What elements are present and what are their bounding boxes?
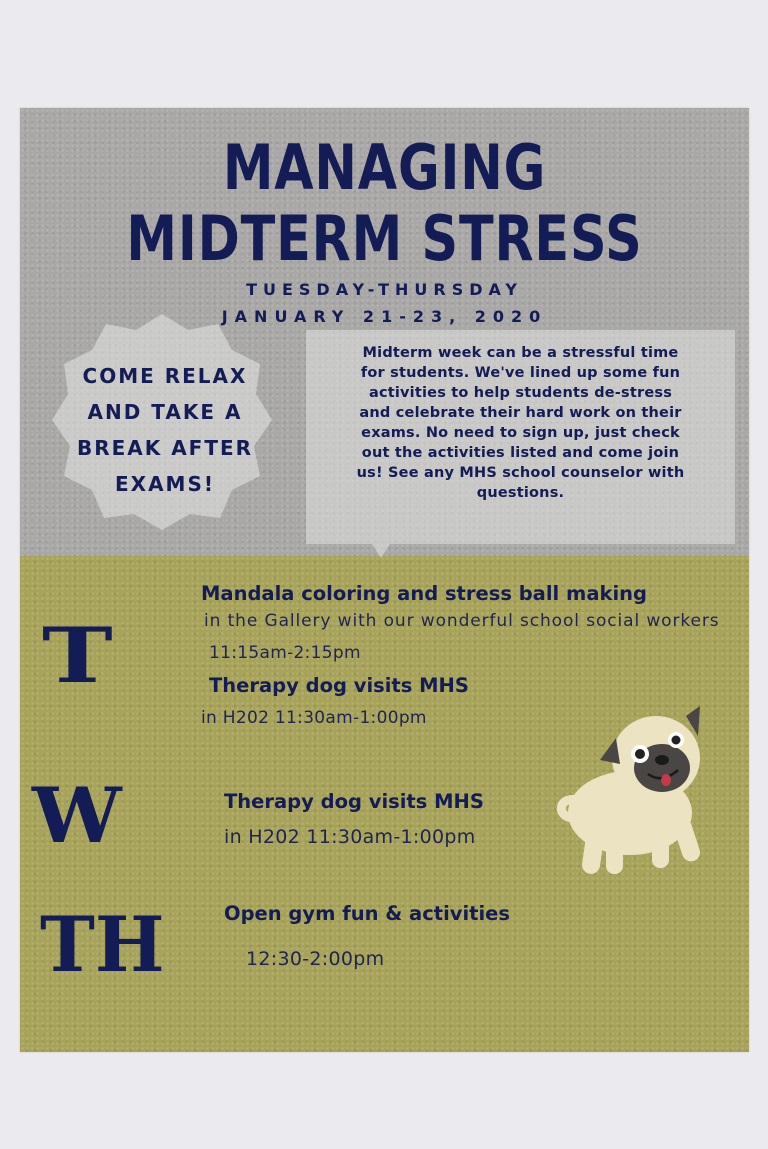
callout-line: COME RELAX — [82, 364, 248, 388]
title-line-1: MANAGING — [222, 131, 547, 204]
description-bubble-tail — [372, 544, 390, 558]
poster — [20, 108, 749, 1052]
thursday-activity-detail: 12:30-2:00pm — [246, 948, 385, 970]
thursday-activity-title: Open gym fun & activities — [224, 902, 510, 925]
description-line: and celebrate their hard work on their — [359, 405, 682, 421]
description-line: out the activities listed and come join — [361, 445, 680, 461]
tuesday-activity-1-location: in the Gallery with our wonderful school social workers — [204, 611, 720, 631]
day-letter-wednesday: W — [32, 771, 122, 860]
callout-line: EXAMS! — [115, 472, 215, 496]
description-line: for students. We've lined up some fun — [360, 365, 681, 381]
day-letter-tuesday: T — [42, 611, 113, 700]
callout-text — [60, 358, 270, 502]
description-line: exams. No need to sign up, just check — [361, 425, 680, 441]
tuesday-activity-2-detail: in H202 11:30am-1:00pm — [201, 708, 427, 728]
pug-dog-illustration — [548, 688, 728, 888]
tuesday-activity-1-time: 11:15am-2:15pm — [209, 643, 361, 663]
wednesday-activity-title: Therapy dog visits MHS — [224, 790, 484, 813]
tuesday-activity-1-title: Mandala coloring and stress ball making — [201, 582, 647, 605]
description-line: activities to help students de-stress — [368, 385, 673, 401]
description-text — [316, 343, 725, 503]
description-line: Midterm week can be a stressful time — [362, 345, 679, 361]
description-line: us! See any MHS school counselor with — [356, 465, 685, 481]
dates-line: JANUARY 21-23, 2020 — [221, 307, 548, 326]
callout-line: BREAK AFTER — [76, 436, 254, 460]
tuesday-activity-2-title: Therapy dog visits MHS — [209, 674, 469, 697]
description-line: questions. — [476, 485, 565, 501]
wednesday-activity-detail: in H202 11:30am-1:00pm — [224, 826, 476, 848]
days-line: TUESDAY-THURSDAY — [246, 280, 523, 299]
title-line-2: MIDTERM STRESS — [126, 202, 643, 275]
day-letter-thursday: TH — [40, 900, 165, 989]
callout-line: AND TAKE A — [87, 400, 243, 424]
